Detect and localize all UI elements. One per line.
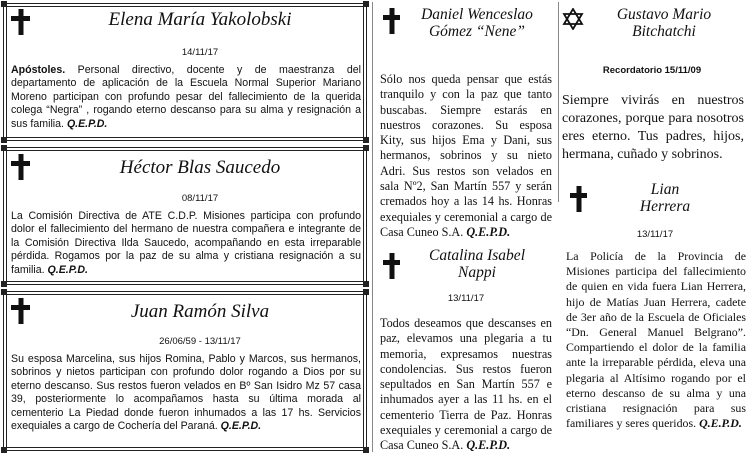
cross-icon — [570, 186, 587, 212]
notice-date: Recordatorio 15/11/09 — [602, 65, 702, 76]
cross-icon — [11, 298, 30, 324]
column-divider — [558, 2, 559, 202]
cross-icon — [383, 253, 400, 279]
notice-name: Héctor Blas Saucedo — [119, 157, 281, 178]
star-of-david-icon — [562, 8, 584, 30]
notice-text: Todos deseamos que descanses en paz, elevamos una plegaria a tu memoria, expresamos nuestras condolencias. Sus restos fueron sepultados en San Martín 557 e inhumados ayer a las 11 hs. en el cementerio Tierra de Paz. Honras exequiales y ceremonial a cargo de Casa Cuneo S.A. Q.E.P.D. — [380, 316, 552, 453]
qepd: Q.E.P.D. — [47, 263, 88, 276]
notice-name: Gustavo Mario Bitchatchi — [616, 6, 712, 40]
qepd: Q.E.P.D. — [466, 224, 511, 239]
notice-text: Su esposa Marcelina, sus hijos Romina, Pablo y Marcos, sus hermanos, sobrinos y nietos participan con profundo dolor rogando a Dios por su eterno descanso. Sus restos fueron velados en Bº San Isidro Mz 57 casa 39, posteriormente lo acompañamos hasta su última morada al cementerio La Piedad donde fueron inhumados a las 17 hs. Servicios exequiales a cargo de Cochería del Paraná. Q.E.P.D. — [11, 353, 361, 433]
notice-name: Catalina Isabel Nappi — [428, 247, 525, 281]
cross-icon — [11, 154, 30, 180]
notice-text: Siempre vivirás en nuestros corazones, porque para nosotros eres eterno. Tus padres, hijos, hermana, cuñado y sobrinos. — [562, 93, 744, 162]
notice-date: 26/06/59 - 13/11/17 — [159, 336, 241, 347]
notice-text: Apóstoles. Personal directivo, docente y de maestranza del departamento de aplicación de la Escuela Normal Superior Mariano Moreno participan con profundo pesar del fallecimiento de la querida colega “Negra” , rogando eterno descanso para su alma y resignación a sus familia. Q.E.P.D. — [11, 64, 361, 130]
notice-lead: Apóstoles. — [11, 64, 66, 76]
notice-date: 08/11/17 — [181, 193, 219, 204]
qepd: Q.E.P.D. — [466, 438, 511, 453]
qepd: Q.E.P.D. — [699, 416, 742, 431]
qepd: Q.E.P.D. — [66, 117, 108, 130]
column-divider — [372, 2, 373, 452]
notice-name: Elena María Yakolobski — [108, 9, 292, 30]
notice-text: La Policía de la Provincia de Misiones participa del fallecimiento de quien en vida fuera Lian Herrera, hijo de Matías Juan Herrera, cadete de 3er año de la Escuela de Oficiales “Dn. General Manuel Belgrano”. Compartiendo el dolor de la familia ante la irreparable pérdida, eleva una plegaria al Altísimo rogando por el eterno descanso de su alma y una cristiana resignación para sus familiares y seres queridos. Q.E.P.D. — [566, 249, 746, 431]
notice-date: 14/11/17 — [181, 47, 219, 58]
qepd: Q.E.P.D. — [220, 420, 262, 433]
notice-text: Sólo nos queda pensar que estás tranquilo y con la paz que tanto buscabas. Siempre estarás en nuestros corazones. Su esposa Kity, sus hijos Ema y Dani, sus hermanos, sobrinos y su nieto Adri. Sus restos son velados en sala Nº2, San Martín 557 y serán cremados hoy a las 14 hs. Honras exequiales y ceremonial a cargo de Casa Cuneo S.A. Q.E.P.D. — [380, 72, 552, 239]
notice-text: La Comisión Directiva de ATE C.D.P. Misiones participa con profundo dolor el fallecimiento del hermano de nuestra compañera e integrante de la Comisión Directiva Ilda Saucedo, acompañando en esta irreparable pérdida. Rogamos por la paz de su alma y cristiana resignación a su familia. Q.E.P.D. — [11, 210, 361, 276]
cross-icon — [11, 9, 30, 35]
notice-name: Juan Ramón Silva — [130, 301, 270, 322]
notice-name: Daniel Wenceslao Gómez “Nene” — [421, 6, 533, 40]
notice-date: 13/11/17 — [447, 293, 485, 304]
cross-icon — [383, 8, 400, 34]
notice-name: Lian Herrera — [639, 181, 691, 215]
notice-date: 13/11/17 — [636, 229, 674, 240]
